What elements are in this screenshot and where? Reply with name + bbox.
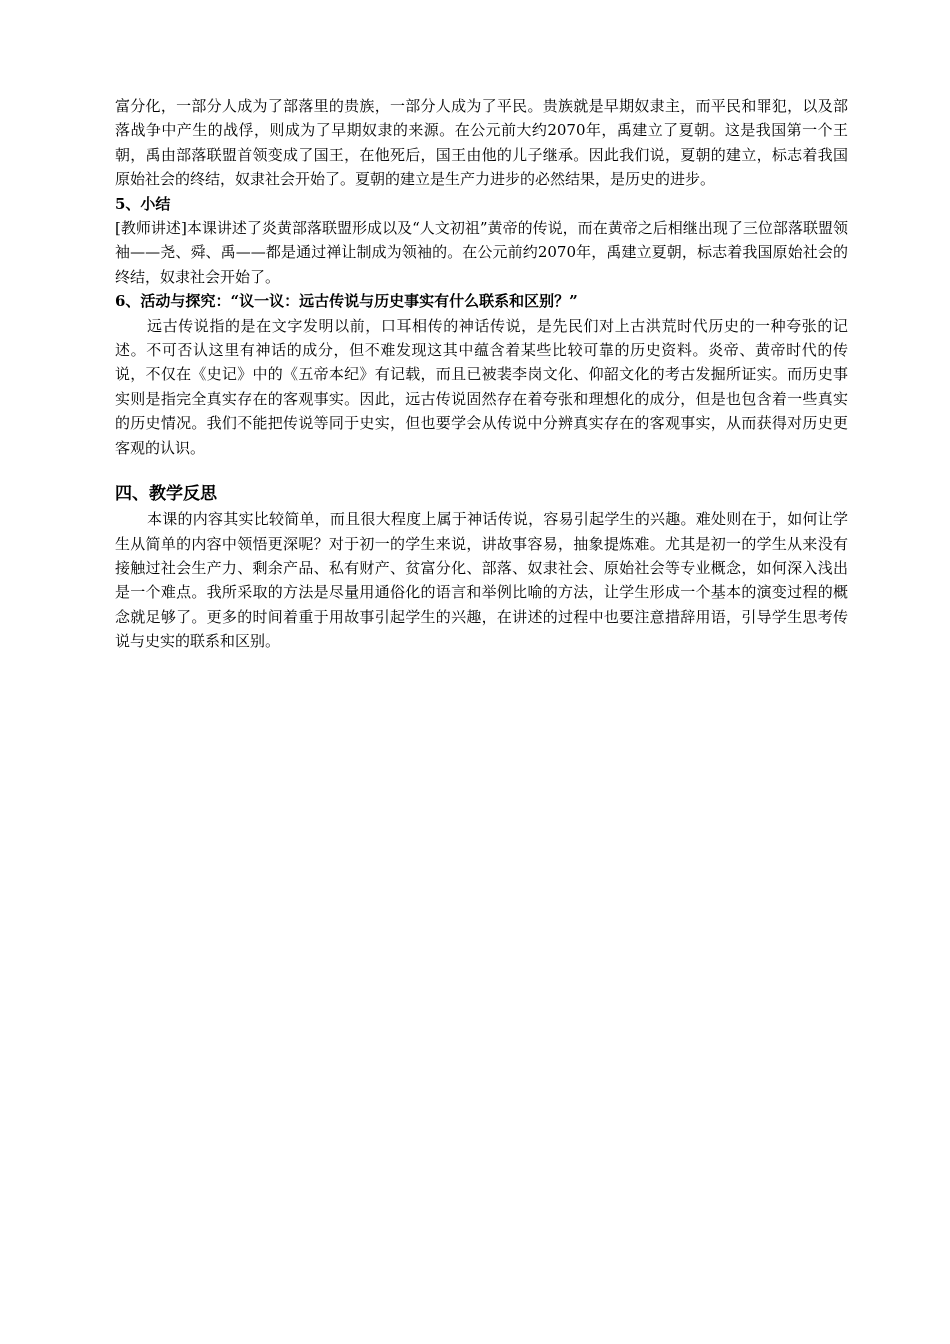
reflection-heading: 四、教学反思 [115,484,217,505]
summary-paragraph: [教师讲述]本课讲述了炎黄部落联盟形成以及“人文初祖”黄帝的传说，而在黄帝之后相继出现了三位部落联盟领袖——尧、舜、禹——都是通过禅让制成为领袖的。在公元前约2070年，禹建立夏朝，标志着我国原始社会的终结，奴隶社会开始了。 [115,219,848,286]
reflection-paragraph: 本课的内容其实比较简单，而且很大程度上属于神话传说，容易引起学生的兴趣。难处则在于，如何让学生从简单的内容中领悟更深呢？对于初一的学生来说，讲故事容易，抽象提炼难。尤其是初一的学生从来没有接触过社会生产力、剩余产品、私有财产、贫富分化、部落、奴隶社会、原始社会等专业概念，如何深入浅出是一个难点。我所采取的方法是尽量用通俗化的语言和举例比喻的方法，让学生形成一个基本的演变过程的概念就足够了。更多的时间着重于用故事引起学生的兴趣，在讲述的过程中也要注意措辞用语，引导学生思考传说与史实的联系和区别。 [115,510,848,651]
summary-heading: 5、小结 [115,194,171,213]
document-page [115,94,848,654]
activity-paragraph: 远古传说指的是在文字发明以前，口耳相传的神话传说，是先民们对上古洪荒时代历史的一种夸张的记述。不可否认这里有神话的成分，但不难发现这其中蕴含着某些比较可靠的历史资料。炎帝、黄帝时代的传说，不仅在《史记》中的《五帝本纪》有记载，而且已被裴李岗文化、仰韶文化的考古发掘所证实。而历史事实则是指完全真实存在的客观事实。因此，远古传说固然存在着夸张和理想化的成分，但是也包含着一些真实的历史情况。我们不能把传说等同于史实，但也要学会从传说中分辨真实存在的客观事实，从而获得对历史更客观的认识。 [115,316,848,457]
intro-paragraph: 富分化，一部分人成为了部落里的贵族，一部分人成为了平民。贵族就是早期奴隶主，而平民和罪犯，以及部落战争中产生的战俘，则成为了早期奴隶的来源。在公元前大约2070年，禹建立了夏朝。这是我国第一个王朝，禹由部落联盟首领变成了国王，在他死后，国王由他的儿子继承。因此我们说，夏朝的建立，标志着我国原始社会的终结，奴隶社会开始了。夏朝的建立是生产力进步的必然结果，是历史的进步。 [115,97,848,189]
activity-heading: 6、活动与探究：“议一议：远古传说与历史事实有什么联系和区别？” [115,292,578,311]
